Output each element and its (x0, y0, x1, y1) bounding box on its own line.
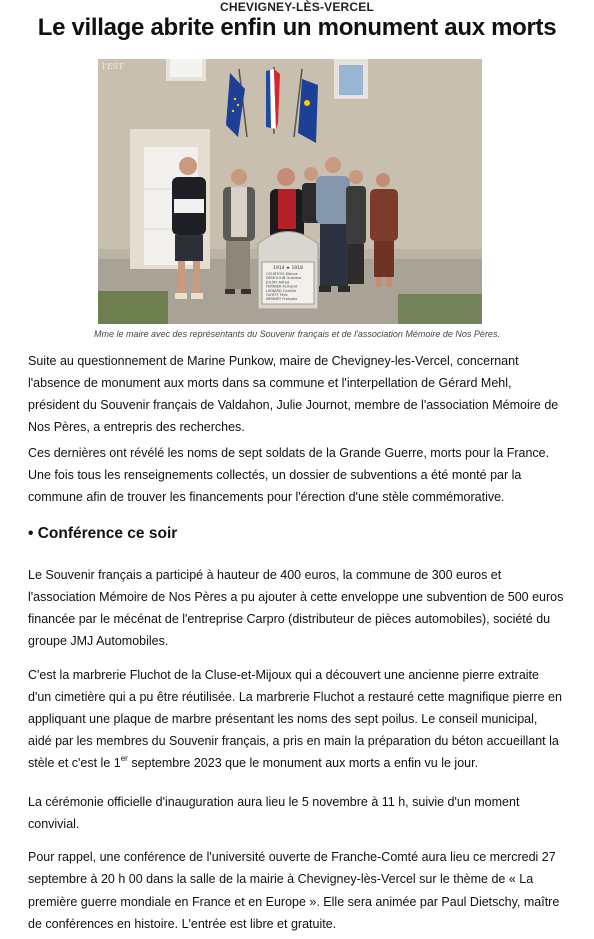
stele-name: GUYOT Félix (266, 293, 288, 297)
ordinal-superscript: er (120, 754, 128, 763)
article-photo (98, 59, 482, 324)
article-paragraph-2: Ces dernières ont révélé les noms de sept soldats de la Grande Guerre, morts pour la France. Une fois tous les renseignements collectés, un dossier de subventions a été monté par la commune afin de trouver les financements pour l'érection d'une stèle commémorative. (28, 446, 550, 504)
stele-name: LIENARD Camille (266, 288, 297, 293)
article-paragraph-5: La cérémonie officielle d'inauguration aura lieu le 5 novembre à 11 h, suivie d'un moment convivial. (28, 795, 520, 831)
article-paragraph-6: Pour rappel, une conférence de l'université ouverte de Franche-Comté aura lieu ce mercredi 27 septembre à 20 h 00 dans la salle de la mairie à Chevigney-lès-Vercel sur le thème de « La première guerre mondiale en France et en Europe ». Elle sera animée par Paul Dietschy, maître de conférences en histoire. L'entrée est libre et gratuite. (28, 850, 560, 931)
stele-name: JOLIAT Alfred (266, 280, 290, 285)
article-headline: Le village abrite enfin un monument aux morts (37, 14, 557, 41)
article-kicker: CHEVIGNEY-LÈS-VERCEL (219, 0, 375, 14)
article-paragraph-3: Le Souvenir français a participé à hauteur de 400 euros, la commune de 300 euros et l'association Mémoire de Nos Pères a pu ajouter à cette enveloppe une subvention de 500 euros financée par le mécénat de l'entreprise Carpro (distributeur de pièces automobiles), société du groupe JMJ Automobiles. (28, 568, 564, 648)
stele-name: COURTOIS Marius (266, 272, 298, 276)
section-subhead: • Conférence ce soir (28, 525, 178, 542)
stele-name: FERNIER Fernand (266, 284, 298, 289)
photo-caption: Mme le maire avec des représentants du Souvenir français et de l'association Mémoire de Nos Pères. (94, 329, 500, 339)
article-paragraph-4: C'est la marbrerie Fluchot de la Cluse-et-Mijoux qui a découvert une ancienne pierre extraite d'un cimetière qui a pu être réutilisée. La marbrerie Fluchot a restauré cette magnifique pierre en appliquant une plaque de marbre présentant les noms des sept poilus. Le conseil municipal, aidé par les membres du Souvenir français, a pris en main la préparation du béton accueillant la stèle et c'est le 1er septembre 2023 que le monument aux morts a enfin vu le jour. (28, 668, 562, 770)
stele-years: 1914 ★ 1918 (273, 266, 303, 271)
stele-name: DEMOULIN Gustave (266, 276, 302, 281)
article-paragraph-1: Suite au questionnement de Marine Punkow, maire de Chevigney-les-Vercel, concernant l'absence de monument aux morts dans sa commune et l'interpellation de Gérard Mehl, président du Souvenir français de Valdahon, Julie Journot, membre de l'association Mémoire de Nos Pères, a entrepris des recherches. (28, 354, 559, 434)
stele-name: MENNEY François (266, 297, 298, 302)
photo-watermark: l'EST (102, 62, 124, 71)
